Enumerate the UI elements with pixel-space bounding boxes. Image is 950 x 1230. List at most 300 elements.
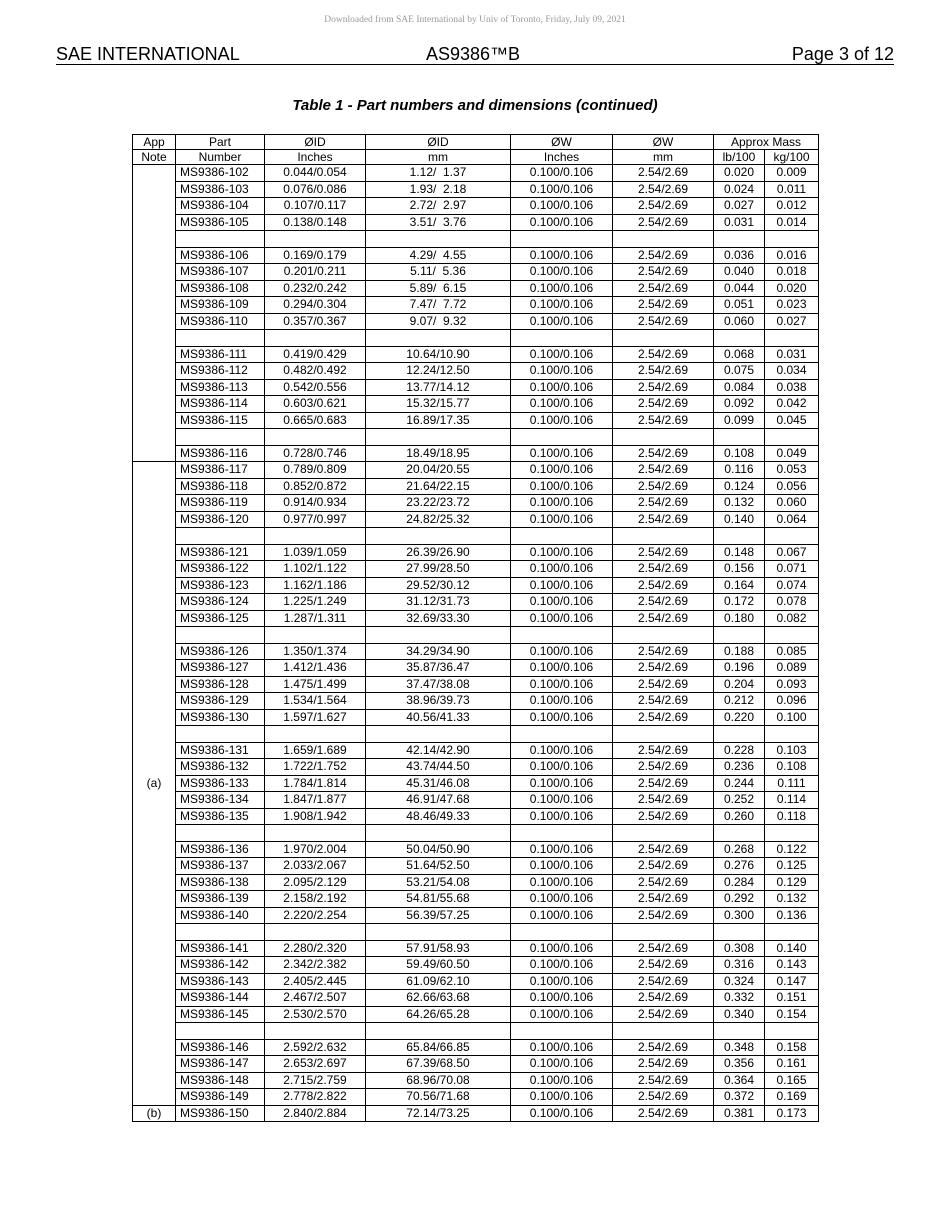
cell-mass-kg: 0.082	[765, 610, 819, 627]
table-row	[133, 495, 819, 512]
cell-w-mm: 2.54/2.69	[613, 676, 714, 693]
cell-id-mm: 51.64/52.50	[366, 858, 511, 875]
table-row	[133, 1039, 819, 1056]
cell-mass-lb	[714, 330, 765, 347]
cell-part-number: MS9386-126	[176, 643, 265, 660]
cell-part-number: MS9386-120	[176, 511, 265, 528]
cell-w-mm: 2.54/2.69	[613, 214, 714, 231]
cell-w-mm: 2.54/2.69	[613, 544, 714, 561]
cell-mass-lb: 0.024	[714, 181, 765, 198]
cell-w-inches: 0.100/0.106	[511, 346, 613, 363]
cell-id-inches: 2.095/2.129	[265, 874, 366, 891]
cell-mass-lb	[714, 528, 765, 545]
cell-w-inches: 0.100/0.106	[511, 709, 613, 726]
cell-mass-kg: 0.053	[765, 462, 819, 479]
spacer-row	[133, 924, 819, 941]
cell-w-inches: 0.100/0.106	[511, 495, 613, 512]
cell-w-inches: 0.100/0.106	[511, 1072, 613, 1089]
col-part-number-sub: Number	[176, 150, 265, 165]
cell-w-mm	[613, 330, 714, 347]
cell-mass-lb	[714, 825, 765, 842]
cell-w-inches: 0.100/0.106	[511, 594, 613, 611]
cell-part-number: MS9386-108	[176, 280, 265, 297]
cell-id-inches: 1.350/1.374	[265, 643, 366, 660]
header-row-2	[133, 150, 819, 165]
cell-id-mm: 32.69/33.30	[366, 610, 511, 627]
cell-mass-lb: 0.124	[714, 478, 765, 495]
cell-mass-kg: 0.071	[765, 561, 819, 578]
cell-mass-lb: 0.236	[714, 759, 765, 776]
cell-w-inches	[511, 1023, 613, 1040]
cell-id-inches: 1.162/1.186	[265, 577, 366, 594]
cell-id-mm: 5.89/ 6.15	[366, 280, 511, 297]
cell-id-mm: 42.14/42.90	[366, 742, 511, 759]
cell-id-inches: 1.970/2.004	[265, 841, 366, 858]
cell-mass-kg: 0.009	[765, 165, 819, 182]
cell-w-inches: 0.100/0.106	[511, 379, 613, 396]
table-row	[133, 973, 819, 990]
cell-mass-kg	[765, 330, 819, 347]
cell-part-number: MS9386-133	[176, 775, 265, 792]
cell-w-mm: 2.54/2.69	[613, 363, 714, 380]
table-row	[133, 264, 819, 281]
table-row	[133, 181, 819, 198]
cell-w-inches: 0.100/0.106	[511, 957, 613, 974]
cell-w-mm: 2.54/2.69	[613, 693, 714, 710]
table-row	[133, 693, 819, 710]
cell-mass-lb: 0.116	[714, 462, 765, 479]
col-id-mm: ØID	[366, 135, 511, 150]
cell-part-number: MS9386-140	[176, 907, 265, 924]
table-row	[133, 396, 819, 413]
cell-id-mm: 45.31/46.08	[366, 775, 511, 792]
col-w-inches: ØW	[511, 135, 613, 150]
table-row	[133, 544, 819, 561]
cell-mass-lb: 0.132	[714, 495, 765, 512]
cell-mass-lb: 0.156	[714, 561, 765, 578]
cell-mass-lb: 0.180	[714, 610, 765, 627]
cell-mass-kg: 0.103	[765, 742, 819, 759]
cell-mass-lb: 0.372	[714, 1089, 765, 1106]
cell-w-inches: 0.100/0.106	[511, 363, 613, 380]
cell-id-mm: 68.96/70.08	[366, 1072, 511, 1089]
cell-mass-kg: 0.014	[765, 214, 819, 231]
cell-id-mm: 38.96/39.73	[366, 693, 511, 710]
cell-id-mm	[366, 825, 511, 842]
app-note-cell: (a)	[133, 462, 176, 1106]
cell-mass-kg: 0.165	[765, 1072, 819, 1089]
cell-mass-kg: 0.064	[765, 511, 819, 528]
cell-mass-kg	[765, 231, 819, 248]
table-row	[133, 478, 819, 495]
cell-mass-kg: 0.031	[765, 346, 819, 363]
cell-id-mm: 54.81/55.68	[366, 891, 511, 908]
table-row	[133, 1056, 819, 1073]
download-watermark: Downloaded from SAE International by Univ of Toronto, Friday, July 09, 2021	[324, 15, 626, 25]
cell-mass-kg: 0.060	[765, 495, 819, 512]
table-row	[133, 462, 819, 479]
col-w-inches-unit: Inches	[511, 150, 613, 165]
cell-w-mm: 2.54/2.69	[613, 379, 714, 396]
cell-w-inches: 0.100/0.106	[511, 759, 613, 776]
cell-part-number: MS9386-114	[176, 396, 265, 413]
cell-id-inches	[265, 231, 366, 248]
cell-part-number: MS9386-135	[176, 808, 265, 825]
cell-id-mm: 13.77/14.12	[366, 379, 511, 396]
cell-mass-lb: 0.356	[714, 1056, 765, 1073]
cell-mass-lb	[714, 726, 765, 743]
cell-id-inches: 0.232/0.242	[265, 280, 366, 297]
cell-id-mm	[366, 627, 511, 644]
cell-mass-kg: 0.093	[765, 676, 819, 693]
cell-part-number: MS9386-145	[176, 1006, 265, 1023]
cell-part-number: MS9386-144	[176, 990, 265, 1007]
cell-mass-lb: 0.324	[714, 973, 765, 990]
cell-w-inches: 0.100/0.106	[511, 561, 613, 578]
cell-part-number: MS9386-115	[176, 412, 265, 429]
table-row	[133, 412, 819, 429]
cell-mass-lb: 0.020	[714, 165, 765, 182]
cell-mass-kg: 0.056	[765, 478, 819, 495]
cell-mass-lb: 0.381	[714, 1105, 765, 1122]
cell-w-inches: 0.100/0.106	[511, 940, 613, 957]
cell-id-inches: 1.102/1.122	[265, 561, 366, 578]
cell-part-number: MS9386-141	[176, 940, 265, 957]
col-id-inches-unit: Inches	[265, 150, 366, 165]
cell-id-mm: 27.99/28.50	[366, 561, 511, 578]
spacer-row	[133, 528, 819, 545]
cell-w-mm	[613, 627, 714, 644]
cell-mass-kg: 0.125	[765, 858, 819, 875]
cell-w-inches: 0.100/0.106	[511, 792, 613, 809]
cell-id-mm: 23.22/23.72	[366, 495, 511, 512]
cell-mass-kg: 0.074	[765, 577, 819, 594]
cell-w-mm: 2.54/2.69	[613, 742, 714, 759]
cell-mass-kg: 0.042	[765, 396, 819, 413]
cell-w-inches: 0.100/0.106	[511, 478, 613, 495]
cell-w-mm: 2.54/2.69	[613, 198, 714, 215]
cell-w-inches: 0.100/0.106	[511, 1006, 613, 1023]
cell-id-mm: 24.82/25.32	[366, 511, 511, 528]
cell-id-inches: 0.044/0.054	[265, 165, 366, 182]
cell-id-mm: 31.12/31.73	[366, 594, 511, 611]
cell-part-number	[176, 528, 265, 545]
cell-mass-lb: 0.364	[714, 1072, 765, 1089]
cell-mass-lb	[714, 627, 765, 644]
cell-w-inches	[511, 429, 613, 446]
cell-w-inches: 0.100/0.106	[511, 808, 613, 825]
cell-mass-kg	[765, 528, 819, 545]
cell-w-inches: 0.100/0.106	[511, 841, 613, 858]
page-header	[56, 44, 894, 65]
cell-id-inches: 0.419/0.429	[265, 346, 366, 363]
cell-w-inches: 0.100/0.106	[511, 676, 613, 693]
cell-mass-lb: 0.051	[714, 297, 765, 314]
table-row	[133, 891, 819, 908]
cell-part-number	[176, 1023, 265, 1040]
cell-part-number	[176, 825, 265, 842]
cell-id-inches: 1.847/1.877	[265, 792, 366, 809]
cell-mass-kg: 0.096	[765, 693, 819, 710]
cell-id-mm: 35.87/36.47	[366, 660, 511, 677]
header-org: SAE INTERNATIONAL	[56, 44, 240, 64]
cell-part-number	[176, 429, 265, 446]
cell-id-inches	[265, 429, 366, 446]
cell-id-mm: 29.52/30.12	[366, 577, 511, 594]
table-row	[133, 313, 819, 330]
cell-id-mm: 48.46/49.33	[366, 808, 511, 825]
cell-w-inches	[511, 924, 613, 941]
table-row	[133, 841, 819, 858]
cell-w-inches: 0.100/0.106	[511, 462, 613, 479]
cell-part-number: MS9386-138	[176, 874, 265, 891]
header-doc-number: AS9386™B	[426, 44, 521, 64]
cell-w-inches: 0.100/0.106	[511, 544, 613, 561]
table-row	[133, 874, 819, 891]
cell-part-number: MS9386-107	[176, 264, 265, 281]
cell-part-number: MS9386-128	[176, 676, 265, 693]
cell-id-inches: 2.592/2.632	[265, 1039, 366, 1056]
table-row	[133, 808, 819, 825]
cell-id-inches	[265, 627, 366, 644]
table-row	[133, 957, 819, 974]
cell-mass-lb: 0.348	[714, 1039, 765, 1056]
cell-id-mm: 72.14/73.25	[366, 1105, 511, 1122]
cell-w-mm: 2.54/2.69	[613, 1056, 714, 1073]
cell-mass-lb: 0.148	[714, 544, 765, 561]
table-row	[133, 775, 819, 792]
col-id-mm-unit: mm	[366, 150, 511, 165]
cell-id-inches: 0.914/0.934	[265, 495, 366, 512]
cell-mass-kg: 0.027	[765, 313, 819, 330]
cell-mass-lb	[714, 924, 765, 941]
cell-mass-kg: 0.038	[765, 379, 819, 396]
cell-part-number: MS9386-131	[176, 742, 265, 759]
cell-part-number: MS9386-116	[176, 445, 265, 462]
cell-mass-lb: 0.316	[714, 957, 765, 974]
cell-id-mm: 56.39/57.25	[366, 907, 511, 924]
cell-mass-kg: 0.078	[765, 594, 819, 611]
spacer-row	[133, 726, 819, 743]
col-app-note-sub: Note	[133, 150, 176, 165]
cell-w-inches: 0.100/0.106	[511, 280, 613, 297]
cell-id-mm: 21.64/22.15	[366, 478, 511, 495]
cell-mass-lb: 0.188	[714, 643, 765, 660]
cell-id-mm: 5.11/ 5.36	[366, 264, 511, 281]
cell-id-mm: 64.26/65.28	[366, 1006, 511, 1023]
cell-part-number	[176, 627, 265, 644]
cell-id-mm: 9.07/ 9.32	[366, 313, 511, 330]
cell-w-inches	[511, 627, 613, 644]
cell-mass-kg: 0.016	[765, 247, 819, 264]
cell-mass-kg: 0.111	[765, 775, 819, 792]
cell-w-inches: 0.100/0.106	[511, 742, 613, 759]
cell-mass-lb: 0.268	[714, 841, 765, 858]
cell-id-mm: 67.39/68.50	[366, 1056, 511, 1073]
cell-w-inches	[511, 825, 613, 842]
col-app-note: App	[133, 135, 176, 150]
cell-id-inches: 2.467/2.507	[265, 990, 366, 1007]
cell-w-mm: 2.54/2.69	[613, 165, 714, 182]
cell-mass-kg	[765, 627, 819, 644]
cell-w-inches	[511, 726, 613, 743]
cell-part-number: MS9386-117	[176, 462, 265, 479]
spacer-row	[133, 1023, 819, 1040]
header-row-1	[133, 135, 819, 150]
cell-mass-lb: 0.260	[714, 808, 765, 825]
cell-w-mm: 2.54/2.69	[613, 858, 714, 875]
cell-part-number: MS9386-136	[176, 841, 265, 858]
cell-part-number: MS9386-137	[176, 858, 265, 875]
cell-id-mm: 65.84/66.85	[366, 1039, 511, 1056]
cell-part-number: MS9386-149	[176, 1089, 265, 1106]
cell-mass-kg: 0.147	[765, 973, 819, 990]
cell-part-number: MS9386-119	[176, 495, 265, 512]
cell-w-inches	[511, 231, 613, 248]
cell-part-number	[176, 330, 265, 347]
cell-w-mm: 2.54/2.69	[613, 792, 714, 809]
cell-mass-lb: 0.031	[714, 214, 765, 231]
cell-id-mm	[366, 726, 511, 743]
cell-mass-kg: 0.169	[765, 1089, 819, 1106]
spacer-row	[133, 825, 819, 842]
table-row	[133, 379, 819, 396]
cell-id-inches: 0.603/0.621	[265, 396, 366, 413]
table-row	[133, 709, 819, 726]
cell-id-mm: 43.74/44.50	[366, 759, 511, 776]
cell-part-number: MS9386-150	[176, 1105, 265, 1122]
table-row	[133, 363, 819, 380]
cell-id-mm: 15.32/15.77	[366, 396, 511, 413]
cell-mass-lb: 0.108	[714, 445, 765, 462]
cell-mass-kg: 0.067	[765, 544, 819, 561]
cell-w-inches: 0.100/0.106	[511, 1039, 613, 1056]
cell-mass-kg	[765, 726, 819, 743]
cell-w-inches: 0.100/0.106	[511, 973, 613, 990]
cell-mass-kg: 0.012	[765, 198, 819, 215]
cell-part-number: MS9386-134	[176, 792, 265, 809]
cell-mass-lb: 0.092	[714, 396, 765, 413]
cell-id-mm: 12.24/12.50	[366, 363, 511, 380]
cell-id-inches: 1.659/1.689	[265, 742, 366, 759]
cell-part-number: MS9386-147	[176, 1056, 265, 1073]
cell-mass-kg: 0.034	[765, 363, 819, 380]
cell-part-number: MS9386-142	[176, 957, 265, 974]
cell-mass-kg: 0.100	[765, 709, 819, 726]
cell-mass-kg: 0.140	[765, 940, 819, 957]
cell-part-number: MS9386-110	[176, 313, 265, 330]
cell-w-mm	[613, 726, 714, 743]
cell-w-mm: 2.54/2.69	[613, 346, 714, 363]
col-w-mm: ØW	[613, 135, 714, 150]
table-row	[133, 792, 819, 809]
cell-id-inches: 2.220/2.254	[265, 907, 366, 924]
cell-w-inches: 0.100/0.106	[511, 181, 613, 198]
cell-id-mm: 26.39/26.90	[366, 544, 511, 561]
cell-id-inches: 1.534/1.564	[265, 693, 366, 710]
cell-mass-kg: 0.173	[765, 1105, 819, 1122]
cell-id-inches: 1.722/1.752	[265, 759, 366, 776]
cell-w-mm: 2.54/2.69	[613, 445, 714, 462]
cell-w-mm: 2.54/2.69	[613, 660, 714, 677]
cell-w-mm: 2.54/2.69	[613, 957, 714, 974]
cell-part-number: MS9386-125	[176, 610, 265, 627]
cell-id-mm: 53.21/54.08	[366, 874, 511, 891]
cell-id-mm: 57.91/58.93	[366, 940, 511, 957]
cell-w-mm: 2.54/2.69	[613, 594, 714, 611]
cell-id-mm: 34.29/34.90	[366, 643, 511, 660]
cell-part-number: MS9386-130	[176, 709, 265, 726]
cell-id-mm: 10.64/10.90	[366, 346, 511, 363]
spacer-row	[133, 627, 819, 644]
cell-id-mm: 16.89/17.35	[366, 412, 511, 429]
cell-mass-kg: 0.089	[765, 660, 819, 677]
cell-mass-kg: 0.114	[765, 792, 819, 809]
cell-w-inches: 0.100/0.106	[511, 891, 613, 908]
table-row	[133, 907, 819, 924]
table-row	[133, 742, 819, 759]
table-body	[133, 165, 819, 1122]
table-row	[133, 1105, 819, 1122]
cell-w-mm: 2.54/2.69	[613, 511, 714, 528]
cell-id-inches: 1.039/1.059	[265, 544, 366, 561]
cell-w-mm: 2.54/2.69	[613, 462, 714, 479]
cell-w-mm: 2.54/2.69	[613, 313, 714, 330]
cell-id-inches: 2.653/2.697	[265, 1056, 366, 1073]
cell-mass-lb	[714, 231, 765, 248]
table-row	[133, 247, 819, 264]
cell-mass-kg: 0.161	[765, 1056, 819, 1073]
cell-part-number: MS9386-146	[176, 1039, 265, 1056]
cell-id-inches	[265, 330, 366, 347]
cell-w-inches: 0.100/0.106	[511, 610, 613, 627]
cell-mass-lb: 0.204	[714, 676, 765, 693]
table-row	[133, 594, 819, 611]
cell-w-mm: 2.54/2.69	[613, 907, 714, 924]
cell-part-number	[176, 726, 265, 743]
cell-mass-lb: 0.172	[714, 594, 765, 611]
cell-part-number: MS9386-109	[176, 297, 265, 314]
header-page-number: Page 3 of 12	[791, 44, 894, 64]
cell-mass-kg: 0.154	[765, 1006, 819, 1023]
cell-id-inches: 2.280/2.320	[265, 940, 366, 957]
cell-mass-kg: 0.085	[765, 643, 819, 660]
cell-w-mm: 2.54/2.69	[613, 412, 714, 429]
cell-id-inches: 0.789/0.809	[265, 462, 366, 479]
table-row	[133, 346, 819, 363]
cell-w-mm: 2.54/2.69	[613, 841, 714, 858]
cell-id-inches: 2.158/2.192	[265, 891, 366, 908]
table-row	[133, 940, 819, 957]
cell-id-mm: 7.47/ 7.72	[366, 297, 511, 314]
cell-w-inches: 0.100/0.106	[511, 1089, 613, 1106]
cell-id-inches: 0.977/0.997	[265, 511, 366, 528]
spacer-row	[133, 330, 819, 347]
cell-id-inches: 0.728/0.746	[265, 445, 366, 462]
cell-w-mm	[613, 1023, 714, 1040]
cell-mass-lb: 0.099	[714, 412, 765, 429]
table-row	[133, 577, 819, 594]
cell-part-number: MS9386-111	[176, 346, 265, 363]
cell-w-mm: 2.54/2.69	[613, 1006, 714, 1023]
cell-w-mm: 2.54/2.69	[613, 247, 714, 264]
cell-w-mm	[613, 429, 714, 446]
cell-mass-kg	[765, 825, 819, 842]
cell-part-number: MS9386-121	[176, 544, 265, 561]
cell-part-number	[176, 231, 265, 248]
cell-part-number: MS9386-104	[176, 198, 265, 215]
table-row	[133, 198, 819, 215]
